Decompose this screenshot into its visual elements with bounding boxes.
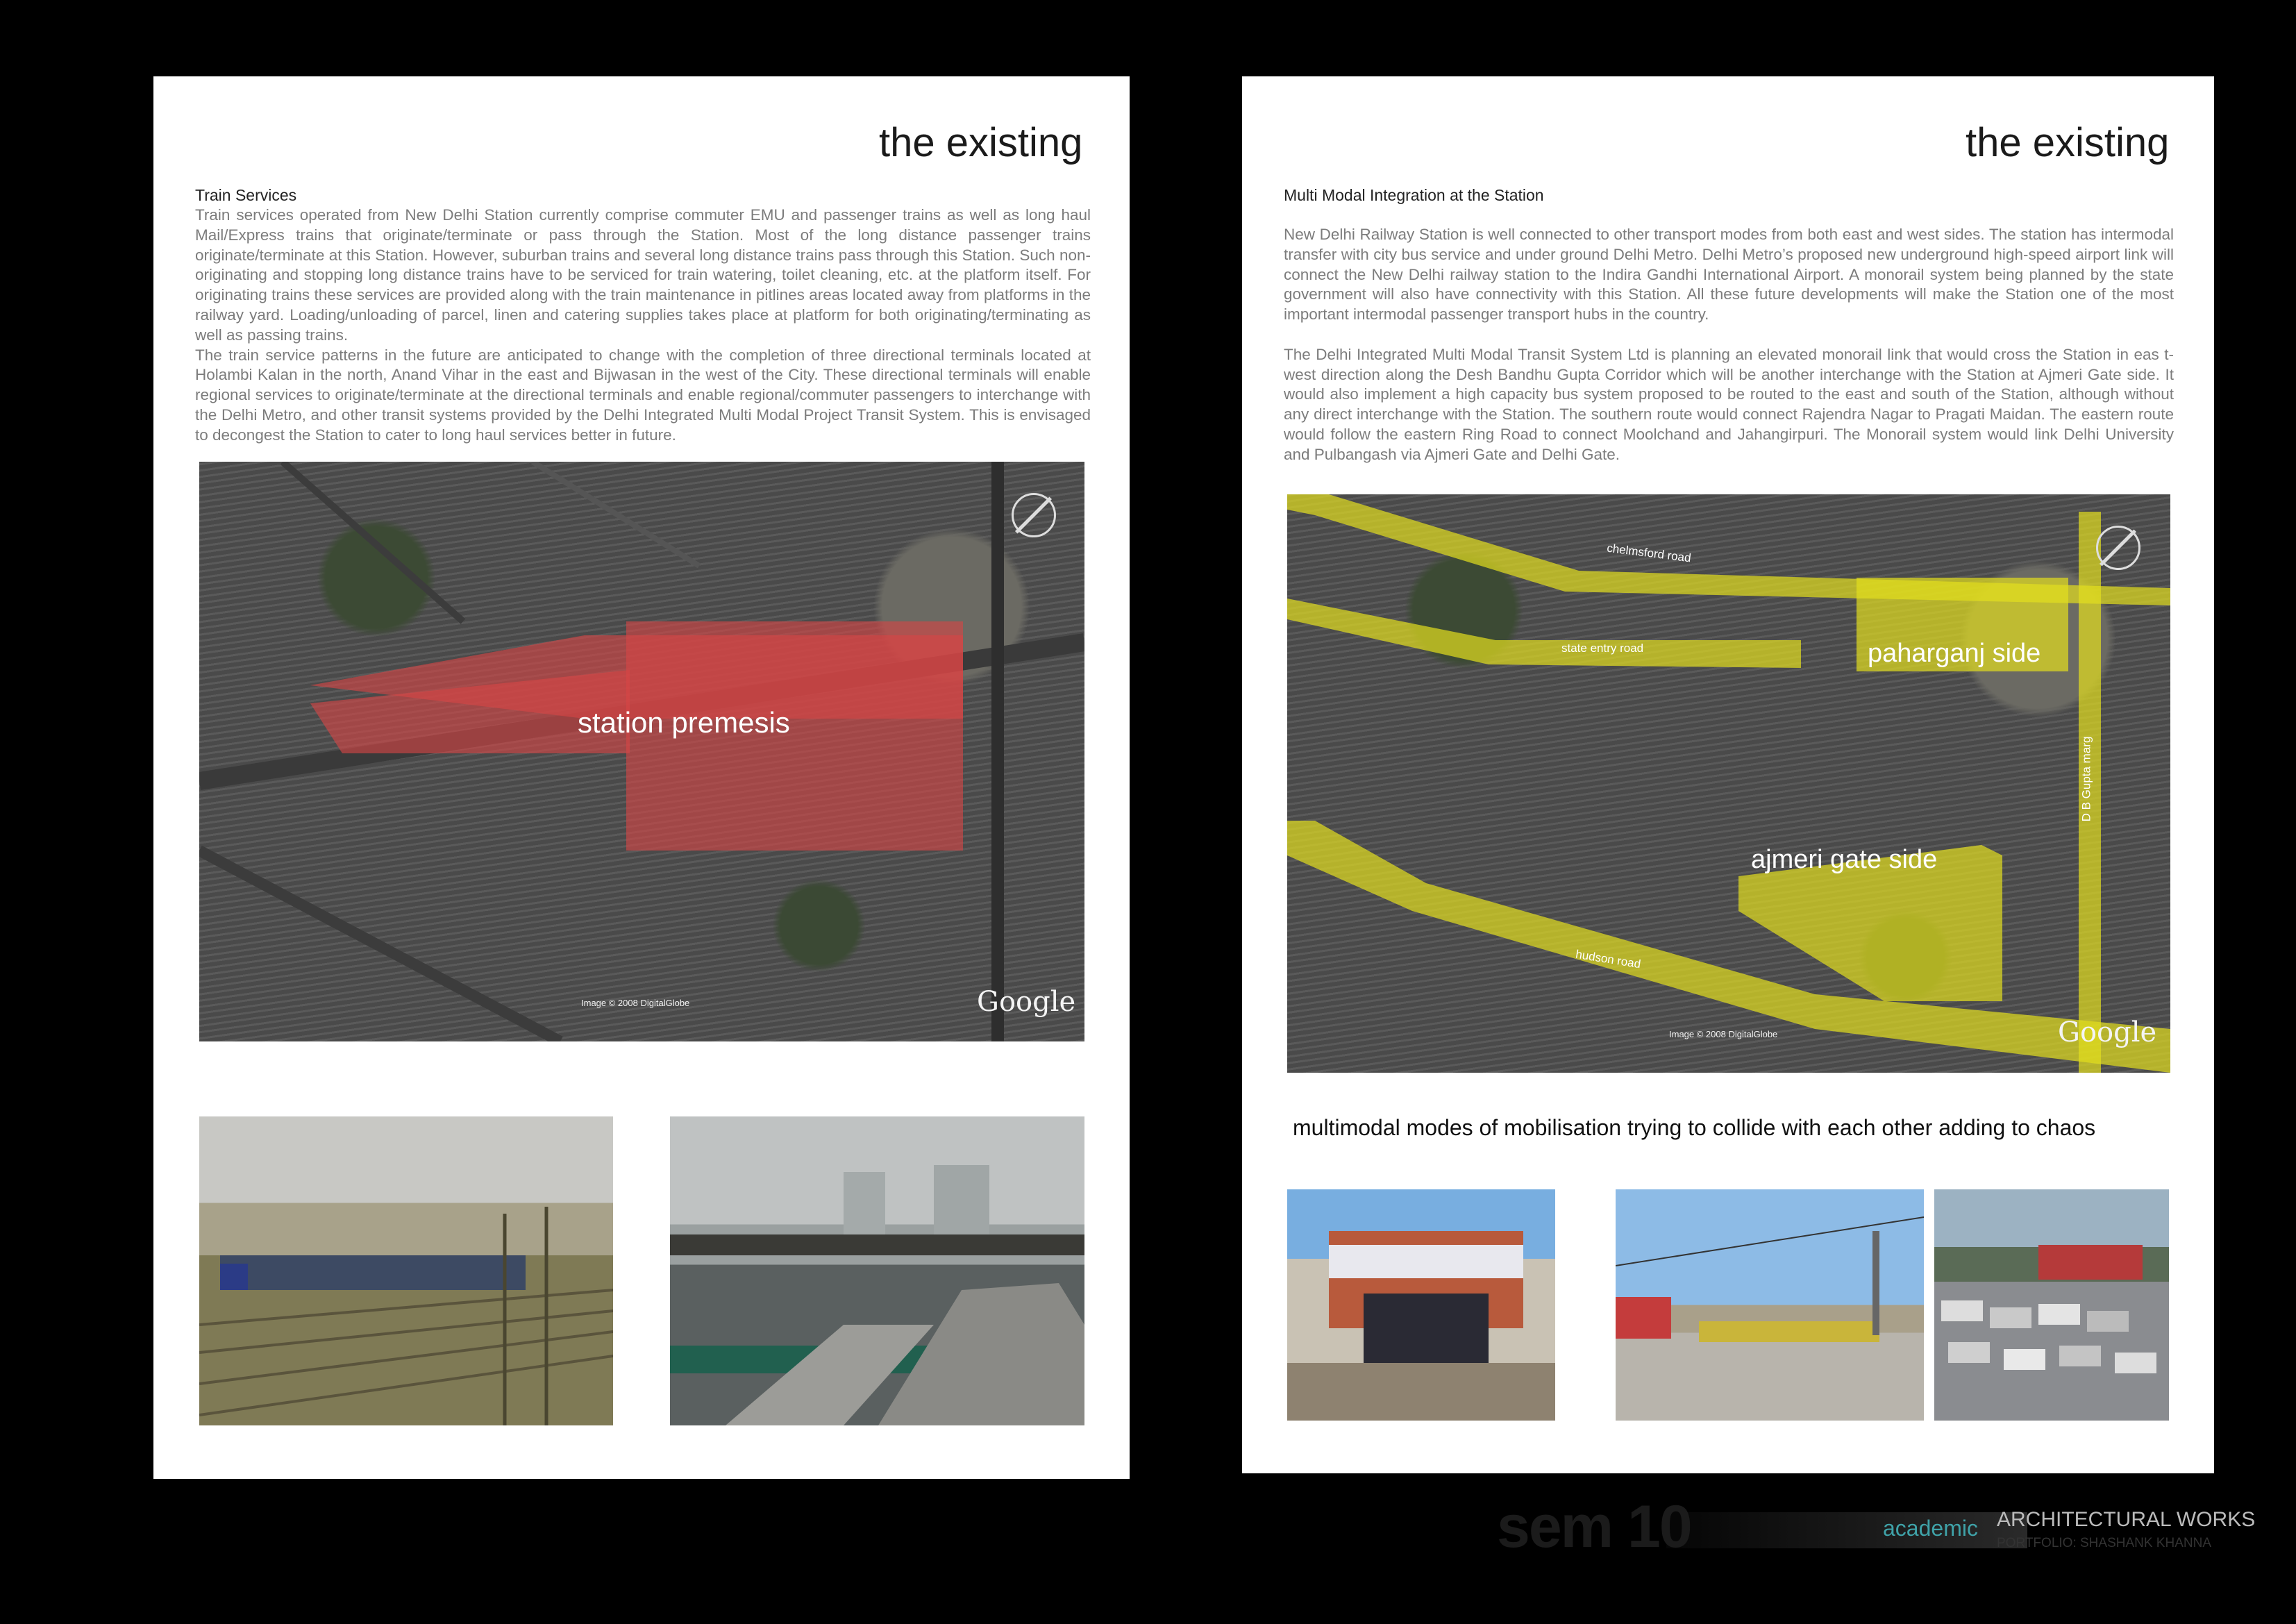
footer-academic-label: academic	[1883, 1516, 1978, 1541]
db-gupta-marg-label: D B Gupta marg	[2079, 736, 2093, 822]
right-sheet-title: the existing	[1966, 120, 2170, 165]
hudson-road-label: hudson road	[1575, 947, 1642, 971]
state-entry-road-label: state entry road	[1561, 642, 1644, 655]
compass-icon	[2096, 526, 2140, 570]
parking-lot-photo	[1934, 1189, 2169, 1421]
left-body-text	[195, 206, 1091, 446]
paharganj-side-label: paharganj side	[1868, 639, 2041, 668]
platform-trains	[670, 1116, 1084, 1425]
metro-entrance-photo	[1287, 1189, 1555, 1421]
left-sheet-title: the existing	[879, 120, 1083, 165]
ajmeri-gate-side-label: ajmeri gate side	[1751, 845, 1938, 874]
right-body-text	[1284, 225, 2174, 465]
google-logo: Google	[977, 986, 1076, 1018]
bus-terminal-photo	[1616, 1189, 1924, 1421]
multimodal-aerial-map	[1287, 494, 2170, 1073]
right-paragraph-2: The Delhi Integrated Multi Modal Transit System Ltd is planning an elevated monorail link that would cross the Station in eas t- west direction along the Desh Bandhu Gupta Corridor which will be another interchange with the Station at Ajmeri Gate side. It would also implement a high capacity bus system proposed to be routed to the east and south of the Station, although without any direct interchange with the Station. The southern route would connect Rajendra Nagar to Pragati Maidan. The eastern route would follow the eastern Ring Road to connect Moolchand and Jahangirpuri. The Monorail system would link Delhi University and Pulbangash via Ajmeri Gate and Delhi Gate.	[1284, 345, 2174, 463]
station-premises-label: station premesis	[578, 706, 790, 739]
rail-yard-photo	[199, 1116, 613, 1425]
footer-portfolio-label: PORTFOLIO: SHASHANK KHANNA	[1997, 1536, 2211, 1550]
right-sheet	[1242, 76, 2214, 1473]
right-paragraph-1: New Delhi Railway Station is well connected to other transport modes from both east and west sides. The station has intermodal transfer with city bus service and under ground Delhi Metro. Delhi Metro’s proposed new underground high-speed airport link will connect the New Delhi railway station to the Indira Gandhi International Airport. A monorail system being planned by the state government will also have connectivity with this Station. All these future developments will make the Station one of the most important intermodal passenger transport hubs in the country.	[1284, 226, 2174, 324]
footer-works-label: ARCHITECTURAL WORKS	[1997, 1508, 2256, 1531]
station-aerial-map	[199, 462, 1084, 1041]
imagery-credit: Image © 2008 DigitalGlobe	[1669, 1029, 1778, 1039]
multimodal-caption: multimodal modes of mobilisation trying to collide with each other adding to chaos	[1293, 1115, 2096, 1140]
metro-entrance-structure	[1287, 1189, 1555, 1421]
compass-icon	[1012, 493, 1056, 537]
google-logo: Google	[2058, 1016, 2157, 1048]
left-section-title: Train Services	[195, 186, 297, 204]
rail-yard-tracks	[199, 1116, 613, 1425]
imagery-credit: Image © 2008 DigitalGlobe	[581, 998, 690, 1008]
left-paragraph-1: Train services operated from New Delhi Station currently comprise commuter EMU and passenger trains as well as long haul Mail/Express trains that originate/terminate or pass through the Station. Most of the long distance passenger trains originate/terminate at this Station. However, suburban trains and several long distance trains pass through this Station. Such non-originating and stopping long distance trains have to be serviced for train watering, toilet cleaning, etc. at the platform itself. For originating trains these services are provided along with the train maintenance in pitlines areas located away from platforms in the railway yard. Loading/unloading of parcel, linen and catering supplies takes place at platform for both originating/terminating as well as passing trains.	[195, 206, 1091, 344]
parking-cars	[1934, 1189, 2169, 1421]
right-section-title: Multi Modal Integration at the Station	[1284, 186, 1544, 204]
left-paragraph-2: The train service patterns in the future are anticipated to change with the completion of three directional terminals located at Holambi Kalan in the north, Anand Vihar in the east and Bijwasan in the west of the City. These directional terminals will enable regional services to originate/terminate at the directional terminals and enable regional/commuter passengers to interchange with the Delhi Metro, and other transit systems provided by the Delhi Integrated Multi Modal Project Transit System. This is envisaged to decongest the Station to cater to long haul services better in future.	[195, 346, 1091, 444]
left-sheet	[153, 76, 1130, 1479]
multimodal-overlays	[1287, 494, 2170, 1073]
bus-terminal-scene	[1616, 1189, 1924, 1421]
chelmsford-road-label: chelmsford road	[1606, 541, 1692, 565]
platform-overbridge-photo	[670, 1116, 1084, 1425]
footer-sem-label: sem 10	[1497, 1493, 1691, 1560]
